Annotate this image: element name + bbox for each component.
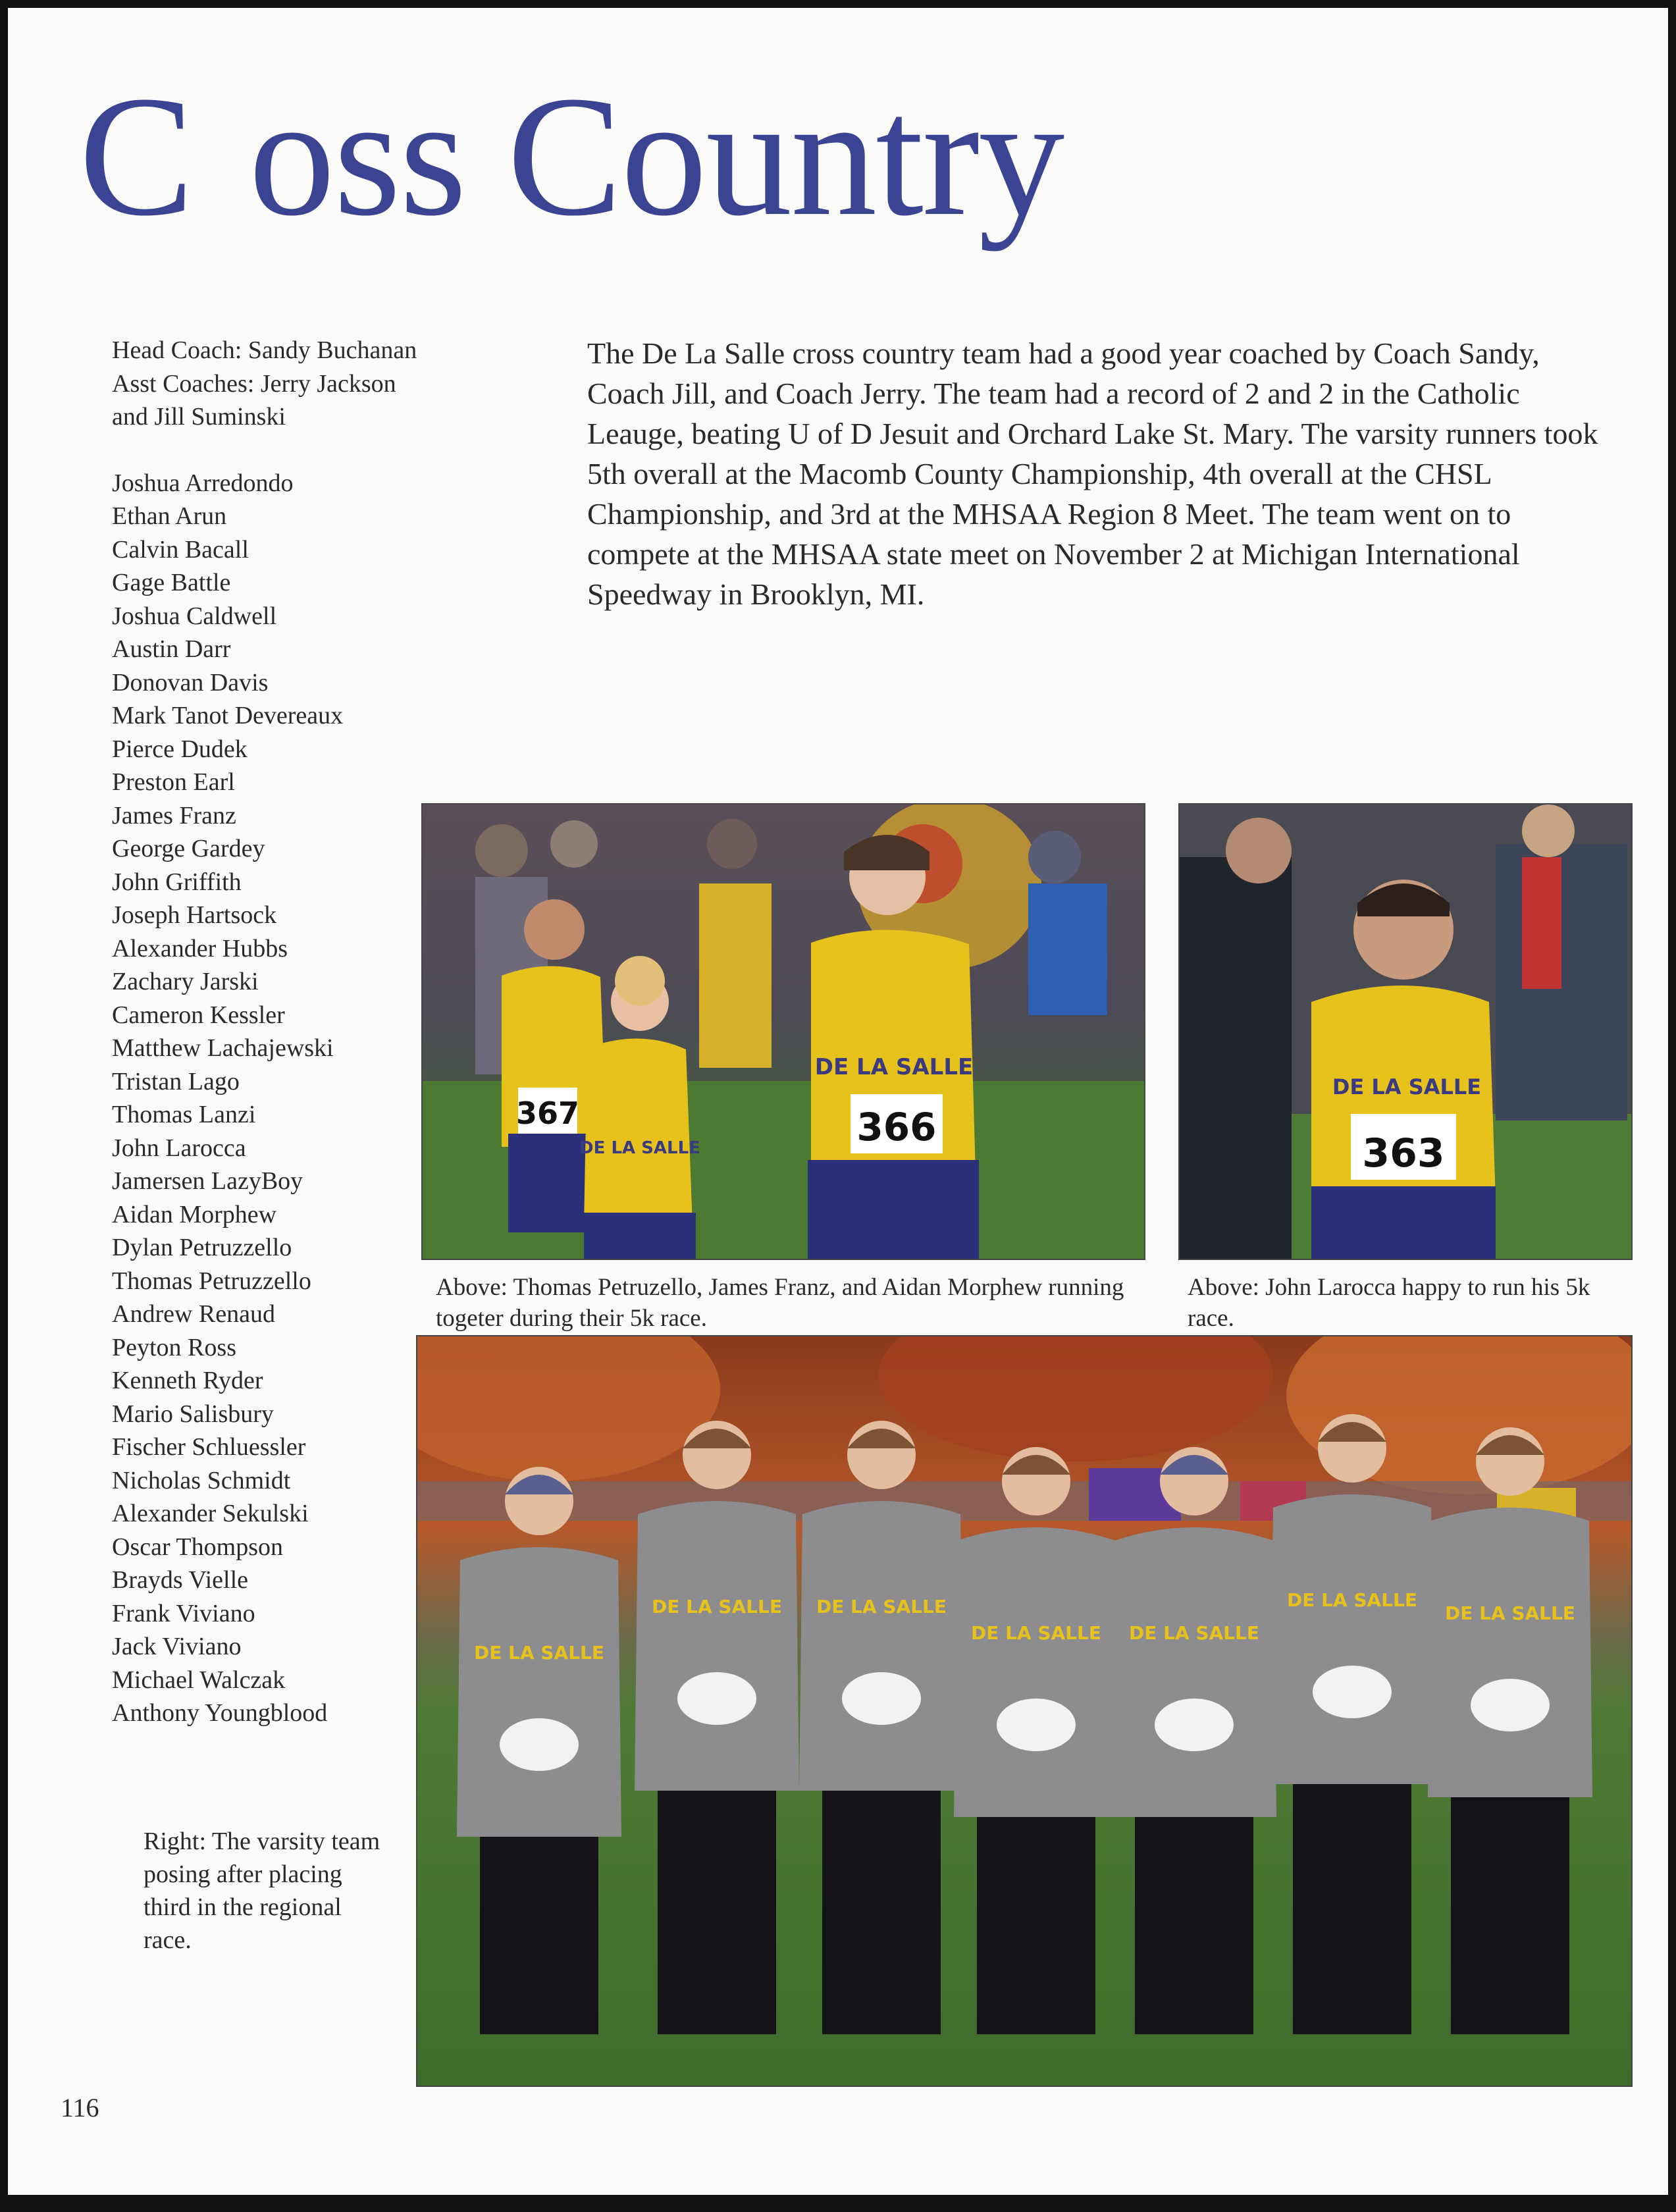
larocca-caption: Above: John Larocca happy to run his 5k race. [1188,1274,1590,1332]
larocca-photo [1178,803,1633,1260]
roster-name: Frank Viviano [112,1599,255,1627]
roster-name: Zachary Jarski [112,968,259,995]
team-member [1270,1414,1434,2034]
roster-name: Joseph Hartsock [112,901,277,929]
roster-name: Michael Walczak [112,1666,286,1694]
roster-name: Gage Battle [112,569,231,596]
page-title: Cross Country [79,61,1064,251]
shirt-logo: DE LA SALLE [1444,1602,1576,1624]
roster-name: James Franz [112,801,236,830]
yearbook-page [8,8,1668,2195]
roster-name: John Larocca [112,1134,246,1162]
roster-name: Pierce Dudek [112,735,248,763]
bib-number: 367 [515,1095,580,1131]
roster-name: Jack Viviano [112,1633,242,1660]
jersey-label: DE LA SALLE [1332,1074,1482,1099]
team-member [1428,1427,1592,2034]
head-coach: Head Coach: Sandy Buchanan [112,336,417,364]
jersey-label: DE LA SALLE [579,1138,700,1158]
roster-name: Donovan Davis [112,668,269,697]
runners-photo [421,803,1145,1260]
roster-name: Alexander Hubbs [112,934,288,962]
roster-name: Matthew Lachajewski [112,1034,334,1062]
roster-name: Ethan Arun [112,502,227,530]
team-member [1112,1447,1276,2034]
team-member [799,1421,964,2034]
roster-name: Thomas Lanzi [112,1101,256,1128]
page-number: 116 [61,2093,99,2122]
shirt-logo: DE LA SALLE [1286,1589,1418,1611]
shirt-logo: DE LA SALLE [816,1596,947,1618]
roster-name: Brayds Vielle [112,1566,249,1594]
bib-number: 366 [856,1105,937,1149]
shirt-logo: DE LA SALLE [1128,1622,1260,1644]
roster-name: Aidan Morphew [112,1200,277,1228]
team-photo [416,1335,1633,2087]
intro-paragraph: The De La Salle cross country team had a good year coached by Coach Sandy, Coach Jill, and Coach Jerry. The team had a record of 2 and 2 in the Catholic Leauge, beating U of D Jesuit and Orchard Lake St. Mary. The varsity runners took 5th overall at the Macomb County Championship, 4th overall at the CHSL Championship, and 3rd at the MHSAA Region 8 Meet. The team went on to compete at the MHSAA state meet on November 2 at Michigan International Speedway in Brooklyn, MI. [587,336,1598,611]
roster-name: Cameron Kessler [112,1001,285,1029]
roster-name: Jamersen LazyBoy [112,1167,303,1195]
roster-name: Oscar Thompson [112,1533,283,1561]
team-member [954,1447,1118,2034]
roster-name: Mario Salisbury [112,1400,274,1428]
roster-name: George Gardey [112,835,265,862]
asst-coaches-line1: Asst Coaches: Jerry Jackson [112,369,396,398]
roster-name: John Griffith [112,868,242,896]
roster-name: Peyton Ross [112,1333,236,1361]
jersey-label: DE LA SALLE [814,1054,974,1080]
roster-name: Kenneth Ryder [112,1367,263,1394]
roster-name: Mark Tanot Devereaux [112,702,344,729]
roster-name: Tristan Lago [112,1067,240,1095]
roster-name: Thomas Petruzzello [112,1267,311,1295]
shirt-logo: DE LA SALLE [473,1642,605,1664]
roster-name: Dylan Petruzzello [112,1234,292,1261]
coaches-block [112,334,481,434]
asst-coaches-line2: and Jill Suminski [112,403,286,431]
roster-name: Preston Earl [112,768,235,796]
roster-name: Fischer Schluessler [112,1433,306,1461]
runners-caption: Above: Thomas Petruzello, James Franz, and Aidan Morphew running togeter during their 5k race. [436,1274,1124,1332]
roster-name: Anthony Youngblood [112,1699,328,1727]
roster-name: Nicholas Schmidt [112,1466,291,1494]
roster-name: Calvin Bacall [112,535,249,564]
bib-number: 363 [1362,1130,1445,1176]
shirt-logo: DE LA SALLE [970,1622,1102,1644]
roster-name: Joshua Caldwell [112,602,277,630]
roster-name: Joshua Arredondo [112,469,294,497]
roster-name: Andrew Renaud [112,1300,275,1328]
team-member [635,1421,799,2034]
shirt-logo: DE LA SALLE [651,1596,783,1618]
roster-name: Austin Darr [112,635,231,663]
roster-name: Alexander Sekulski [112,1500,309,1527]
team-caption: Right: The varsity team posing after placing third in the regional race. [144,1828,380,1954]
